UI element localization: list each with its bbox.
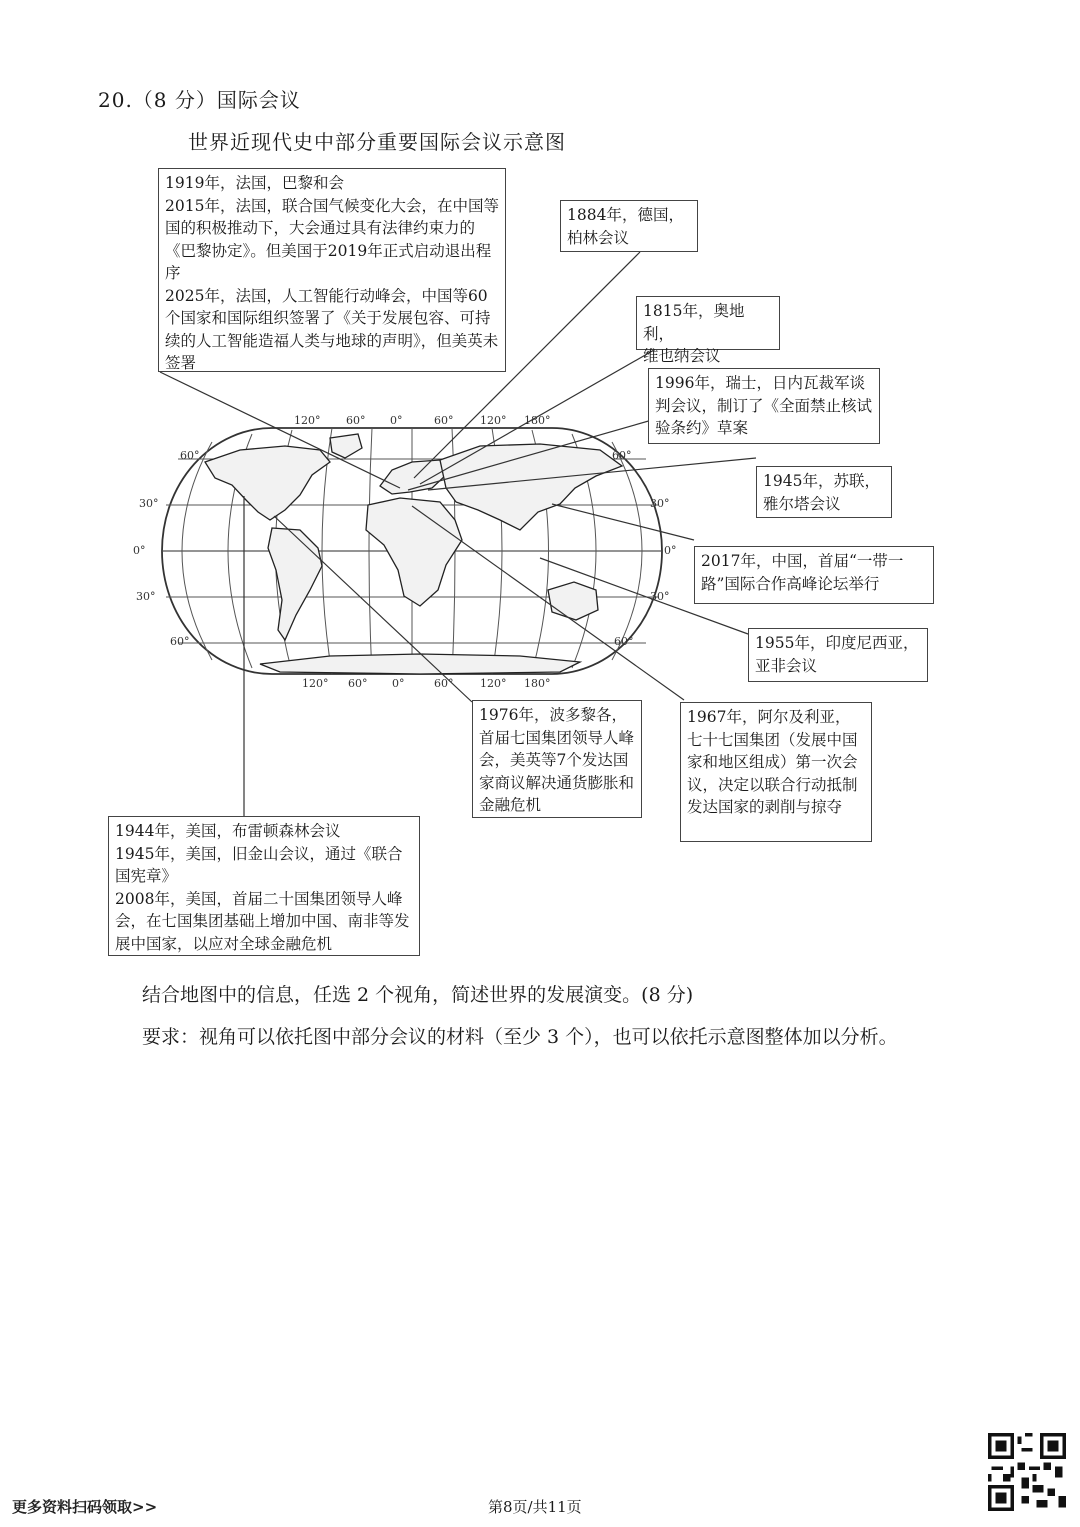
box-vienna: 1815年，奥地利， 维也纳会议	[636, 296, 780, 350]
bottom-lon-label: 180°	[524, 677, 551, 690]
left-lat-label: 30°	[139, 497, 159, 510]
bottom-lon-label: 0°	[392, 677, 405, 690]
box-berlin: 1884年，德国， 柏林会议	[560, 200, 698, 252]
bottom-lon-label: 120°	[480, 677, 507, 690]
box-paris: 1919年，法国，巴黎和会 2015年，法国，联合国气候变化大会，在中国等国的积极推动下，大会通过具有法律约束力的《巴黎协定》。但美国于2019年正式启动退出程序 2025年，法国，人工智能行动峰会，中国等60个国家和国际组织签署了《关于发展包容、可持续的人工智能造福人类与地球的声明》，但美英未签署	[158, 168, 506, 372]
leader-line-beltroad	[552, 504, 694, 540]
box-usa: 1944年，美国，布雷顿森林会议 1945年，美国，旧金山会议，通过《联合国宪章》 2008年，美国，首届二十国集团领导人峰会，在七国集团基础上增加中国、南非等发展中国家，以应对全球金融危机	[108, 816, 420, 956]
question-title: 20.（8 分）国际会议	[98, 88, 301, 112]
page-number: 第8页/共11页	[488, 1498, 582, 1516]
right-lat-label: 30°	[650, 590, 670, 603]
box-beltroad: 2017年，中国，首届“一带一路”国际合作高峰论坛举行	[694, 546, 934, 604]
question-prompt: 结合地图中的信息，任选 2 个视角，简述世界的发展演变。(8 分)	[142, 984, 694, 1006]
top-lon-label: 180°	[524, 414, 551, 427]
top-lon-label: 120°	[480, 414, 507, 427]
box-g7: 1976年，波多黎各，首届七国集团领导人峰会，美英等7个发达国家商议解决通货膨胀和金融危机	[472, 700, 642, 818]
box-yalta: 1945年，苏联， 雅尔塔会议	[756, 466, 892, 518]
top-lon-label: 60°	[346, 414, 366, 427]
right-lat-label: 0°	[664, 544, 677, 557]
left-lat-label: 60°	[180, 449, 200, 462]
left-lat-label: 60°	[170, 635, 190, 648]
right-lat-label: 60°	[614, 635, 634, 648]
right-lat-label: 30°	[650, 497, 670, 510]
left-lat-label: 0°	[133, 544, 146, 557]
top-lon-label: 0°	[390, 414, 403, 427]
left-lat-label: 30°	[136, 590, 156, 603]
top-lon-label: 120°	[294, 414, 321, 427]
question-requirement: 要求：视角可以依托图中部分会议的材料（至少 3 个），也可以依托示意图整体加以分析。	[142, 1026, 898, 1048]
box-bandung: 1955年，印度尼西亚， 亚非会议	[748, 628, 928, 682]
bottom-lon-label: 120°	[302, 677, 329, 690]
box-g77: 1967年，阿尔及利亚，七十七国集团（发展中国家和地区组成）第一次会议，决定以联合行动抵制发达国家的剥削与掠夺	[680, 702, 872, 842]
bottom-lon-label: 60°	[348, 677, 368, 690]
right-lat-label: 60°	[612, 449, 632, 462]
bottom-lon-label: 60°	[434, 677, 454, 690]
figure-title: 世界近现代史中部分重要国际会议示意图	[188, 130, 566, 154]
qr-code	[988, 1433, 1066, 1511]
footer-scan-text: 更多资料扫码领取>>	[12, 1498, 158, 1516]
top-lon-label: 60°	[434, 414, 454, 427]
box-geneva: 1996年，瑞士，日内瓦裁军谈判会议，制订了《全面禁止核试验条约》草案	[648, 368, 880, 444]
